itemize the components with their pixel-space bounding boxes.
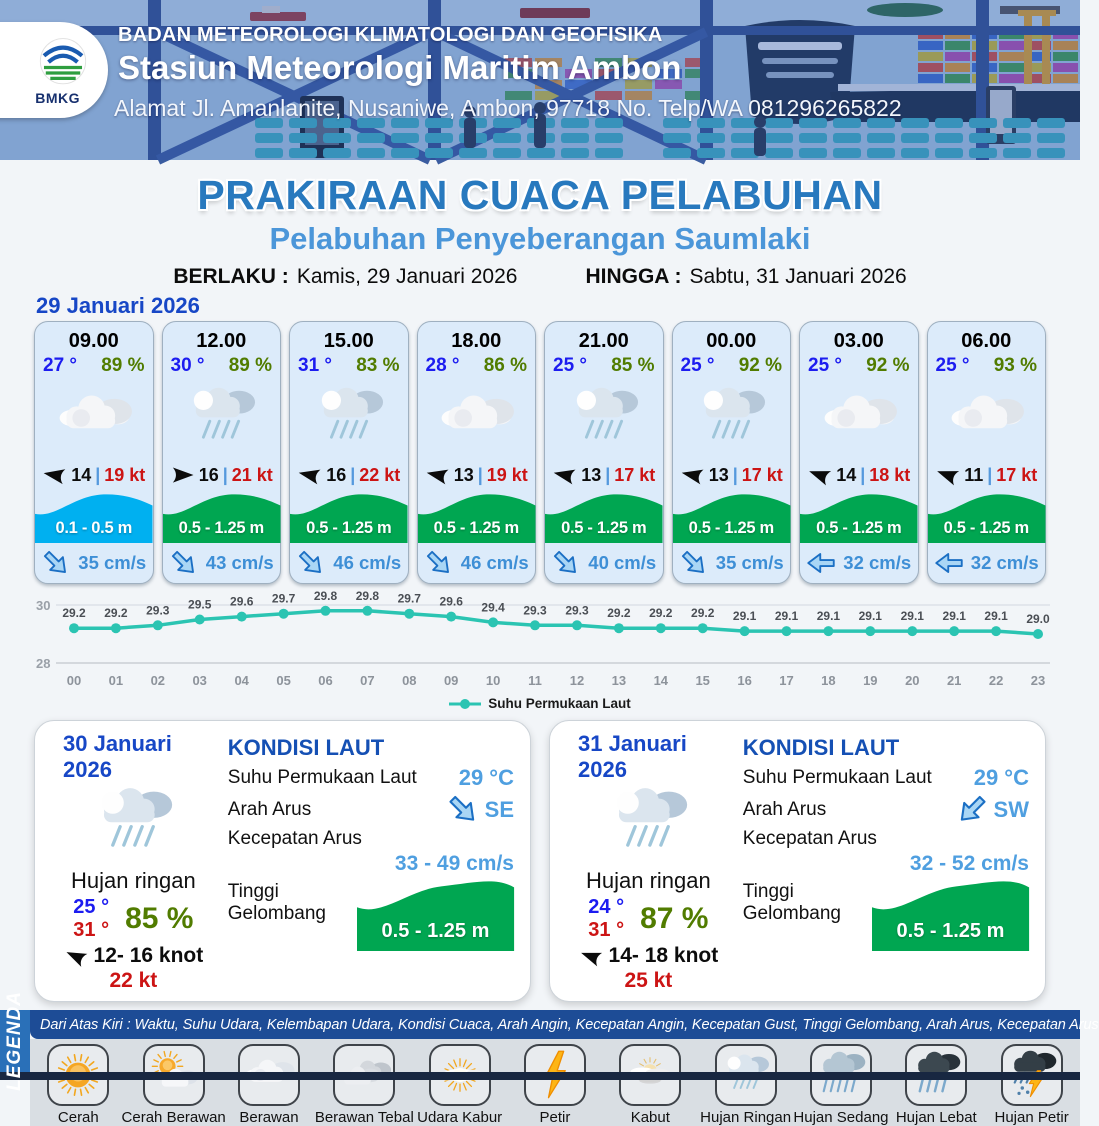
- wave-height-value: 0.5 - 1.25 m: [433, 519, 519, 537]
- valid-to-label: HINGGA :: [585, 265, 682, 288]
- wave-height-value: 0.5 - 1.25 m: [381, 920, 490, 942]
- card-current: [928, 543, 1046, 583]
- svg-text:29.1: 29.1: [942, 609, 966, 624]
- wind-direction-icon: [40, 462, 68, 488]
- svg-text:29.2: 29.2: [607, 606, 631, 621]
- wave-height-label: Tinggi Gelombang: [227, 881, 326, 924]
- berawan-icon: [436, 378, 516, 458]
- svg-text:00: 00: [66, 673, 82, 688]
- svg-text:29.2: 29.2: [691, 606, 715, 621]
- card-humidity: 89 %: [101, 355, 145, 376]
- wind-gust: 18 kt: [869, 464, 911, 485]
- daily-temp-min: 24 °: [588, 896, 625, 918]
- card-weather: [928, 377, 1046, 459]
- card-temperature: 28 °: [425, 355, 460, 376]
- legend-label: Hujan Lebat: [895, 1109, 977, 1126]
- wind-direction-icon: [576, 942, 606, 970]
- card-wind: 14 | 19 kt: [35, 459, 153, 491]
- svg-text:18: 18: [821, 673, 836, 688]
- current-speed: 35 cm/s: [715, 552, 784, 573]
- wind-speed: 13: [581, 464, 602, 485]
- svg-text:21: 21: [946, 673, 962, 688]
- svg-text:06: 06: [318, 673, 333, 688]
- legend-label: Berawan Tebal: [314, 1109, 414, 1126]
- current-speed-value: 33 - 49 cm/s: [394, 852, 514, 875]
- card-wind: 13 | 19 kt: [418, 459, 536, 491]
- card-wave-height: [163, 491, 281, 543]
- card-humidity: 83 %: [356, 355, 400, 376]
- current-direction-label: Arah Arus: [227, 798, 312, 820]
- svg-text:29.2: 29.2: [104, 606, 128, 621]
- sst-chart-plot: [30, 588, 1050, 694]
- wave-height-value: 0.1 - 0.5 m: [55, 519, 132, 537]
- card-wind: 14 | 18 kt: [800, 459, 918, 491]
- legend-item: [31, 1044, 125, 1126]
- svg-text:19: 19: [863, 673, 878, 688]
- daily-weather: [602, 777, 694, 874]
- card-weather: [290, 377, 408, 459]
- card-current: [35, 543, 153, 583]
- legend-item: [121, 1044, 226, 1126]
- svg-text:29.6: 29.6: [439, 594, 463, 609]
- card-current: [418, 543, 536, 583]
- legend-label: Hujan Petir: [994, 1109, 1069, 1126]
- bmkg-logo-icon: [34, 34, 92, 92]
- wind-direction-icon: [932, 460, 963, 489]
- card-weather: [418, 377, 536, 459]
- legend-item: [222, 1044, 316, 1126]
- current-speed: 43 cm/s: [205, 552, 274, 573]
- current-direction-icon: [441, 788, 484, 831]
- card-temperature: 25 °: [680, 355, 715, 376]
- card-weather: [35, 377, 153, 459]
- hourly-card: [799, 321, 919, 584]
- daily-condition: Hujan ringan: [586, 868, 711, 893]
- wind-gust: 22 kt: [359, 464, 401, 485]
- card-wave-height: [928, 491, 1046, 543]
- svg-text:29.8: 29.8: [355, 588, 380, 603]
- current-speed: 46 cm/s: [333, 552, 402, 573]
- validity-line: [0, 265, 1080, 289]
- hujan-ringan-icon: [87, 777, 179, 869]
- card-wave-height: [545, 491, 663, 543]
- card-humidity: 86 %: [483, 355, 527, 376]
- legend-item: [794, 1044, 888, 1126]
- sea-conditions: [733, 731, 1031, 993]
- current-speed: 40 cm/s: [588, 552, 657, 573]
- svg-text:16: 16: [737, 673, 752, 688]
- wind-speed: 16: [326, 464, 347, 485]
- svg-text:29.5: 29.5: [188, 597, 212, 612]
- legend-label: Petir: [539, 1109, 571, 1126]
- wind-gust: 17 kt: [996, 464, 1038, 485]
- daily-card: [34, 720, 531, 1002]
- wind-direction-icon: [550, 462, 579, 489]
- svg-text:14: 14: [653, 673, 669, 688]
- svg-text:29.2: 29.2: [649, 606, 673, 621]
- card-time: 03.00: [833, 330, 884, 352]
- card-humidity: 93 %: [993, 355, 1037, 376]
- hujan-ringan-icon: [602, 777, 694, 869]
- card-wave-height: [290, 491, 408, 543]
- header-banner: [0, 0, 1080, 160]
- forecast-date: 29 Januari 2026: [36, 293, 200, 318]
- legend-item: [699, 1044, 793, 1126]
- wind-direction-icon: [423, 462, 452, 489]
- current-direction-icon: [420, 544, 458, 582]
- card-wave-height: [673, 491, 791, 543]
- daily-humidity: 85 %: [125, 902, 194, 935]
- svg-text:05: 05: [276, 673, 291, 688]
- valid-from-value: Kamis, 29 Januari 2026: [296, 265, 518, 288]
- legend-strip-label: LEGENDA: [4, 991, 25, 1091]
- sst-label: Suhu Permukaan Laut: [227, 767, 417, 788]
- title-block: [0, 160, 1080, 289]
- legend-item: [603, 1044, 697, 1126]
- wind-speed: 14: [836, 464, 857, 485]
- card-current: [290, 543, 408, 583]
- svg-text:28: 28: [36, 656, 51, 671]
- sea-conditions: [218, 731, 516, 993]
- daily-gust: 25 kt: [624, 969, 673, 992]
- wave-height-value: 0.5 - 1.25 m: [816, 519, 902, 537]
- svg-text:29.8: 29.8: [313, 588, 338, 603]
- card-time: 18.00: [451, 330, 502, 352]
- legend-item: [314, 1044, 414, 1126]
- hujan-ringan-icon: [691, 378, 771, 458]
- wind-direction-icon: [295, 462, 324, 489]
- svg-text:15: 15: [695, 673, 710, 688]
- card-humidity: 89 %: [228, 355, 272, 376]
- daily-gust: 22 kt: [109, 969, 158, 992]
- sst-chart: [0, 584, 1080, 714]
- card-weather: [800, 377, 918, 459]
- current-speed: 32 cm/s: [970, 552, 1039, 573]
- daily-temps: [73, 896, 193, 942]
- daily-temps: [588, 896, 708, 942]
- svg-text:02: 02: [150, 673, 166, 688]
- svg-text:10: 10: [485, 673, 501, 688]
- daily-wind: 12- 16 knot: [64, 944, 204, 968]
- card-time: 00.00: [706, 330, 757, 352]
- page-title: PRAKIRAAN CUACA PELABUHAN: [197, 172, 883, 218]
- hourly-card: [289, 321, 409, 584]
- berawan-icon: [946, 378, 1026, 458]
- legend-item: [413, 1044, 507, 1126]
- legend-label: Hujan Sedang: [793, 1109, 889, 1126]
- legend-item: [985, 1044, 1079, 1126]
- sst-value: 29 °C: [973, 765, 1029, 790]
- wave-height-label: Tinggi Gelombang: [742, 881, 841, 924]
- card-weather: [545, 377, 663, 459]
- current-direction-label: Arah Arus: [742, 798, 827, 820]
- current-direction-icon: [547, 544, 585, 582]
- current-direction-value: SE: [446, 796, 514, 823]
- chart-legend-marker: [449, 698, 481, 710]
- daily-date: 30 Januari 2026: [63, 731, 172, 782]
- card-current: [673, 543, 791, 583]
- legend-section: [0, 991, 1099, 1126]
- daily-weather: [87, 777, 179, 874]
- legend-note: Dari Atas Kiri : Waktu, Suhu Udara, Kelembapan Udara, Kondisi Cuaca, Arah Angin, Kecepatan Angin, Kecepatan Gust, Tinggi Gelombang, Arah Arus, Kecepatan Arus: [30, 1010, 1080, 1039]
- wind-speed: 13: [708, 464, 729, 485]
- card-temperature: 30 °: [170, 355, 205, 376]
- valid-from-label: BERLAKU :: [173, 265, 289, 288]
- card-temperature: 27 °: [43, 355, 78, 376]
- card-weather: [163, 377, 281, 459]
- card-wave-height: [35, 491, 153, 543]
- current-speed: 46 cm/s: [460, 552, 529, 573]
- current-direction-icon: [934, 551, 964, 575]
- berawan-icon: [819, 378, 899, 458]
- wind-gust: 19 kt: [486, 464, 528, 485]
- bottom-bar: [0, 1072, 1080, 1080]
- org-name: BADAN METEOROLOGI KLIMATOLOGI DAN GEOFISIKA: [118, 24, 663, 46]
- svg-text:29.1: 29.1: [900, 609, 924, 624]
- page-subtitle: Pelabuhan Penyeberangan Saumlaki: [269, 221, 811, 256]
- daily-forecast-row: [0, 714, 1080, 1002]
- hourly-forecast-row: [0, 319, 1080, 584]
- svg-text:17: 17: [779, 673, 794, 688]
- svg-text:22: 22: [988, 673, 1004, 688]
- current-direction-icon: [292, 544, 330, 582]
- wind-direction-icon: [170, 464, 195, 486]
- card-current: [800, 543, 918, 583]
- svg-text:01: 01: [108, 673, 124, 688]
- wave-height-value: 0.5 - 1.25 m: [688, 519, 774, 537]
- svg-text:04: 04: [234, 673, 249, 688]
- wind-gust: 21 kt: [231, 464, 273, 485]
- svg-text:29.6: 29.6: [230, 594, 254, 609]
- wind-gust: 19 kt: [104, 464, 146, 485]
- berawan-icon: [54, 378, 134, 458]
- current-speed-value: 32 - 52 cm/s: [909, 852, 1029, 875]
- card-time: 21.00: [578, 330, 629, 352]
- card-temperature: 25 °: [553, 355, 588, 376]
- card-time: 09.00: [68, 330, 119, 352]
- legend-label: Cerah: [57, 1109, 99, 1126]
- current-speed: 32 cm/s: [843, 552, 912, 573]
- wave-height-graphic: [872, 875, 1029, 951]
- current-speed: 35 cm/s: [78, 552, 147, 573]
- wind-direction-icon: [804, 460, 835, 489]
- card-current: [545, 543, 663, 583]
- daily-humidity: 87 %: [640, 902, 709, 935]
- daily-date: 31 Januari 2026: [578, 731, 687, 782]
- card-temperature: 25 °: [935, 355, 970, 376]
- station-name: Stasiun Meteorologi Maritim Ambon: [118, 49, 682, 86]
- svg-text:03: 03: [192, 673, 207, 688]
- svg-text:20: 20: [905, 673, 920, 688]
- wind-gust: 17 kt: [614, 464, 656, 485]
- wind-speed: 14: [71, 464, 92, 485]
- svg-text:13: 13: [611, 673, 627, 688]
- svg-text:29.1: 29.1: [774, 609, 799, 624]
- hujan-ringan-icon: [181, 378, 261, 458]
- legend-label: Hujan Ringan: [700, 1109, 792, 1126]
- daily-wind: 14- 18 knot: [579, 944, 719, 968]
- legend-label: Cerah Berawan: [121, 1109, 226, 1126]
- hourly-card: [34, 321, 154, 584]
- chart-legend: [30, 696, 1050, 711]
- sst-label: Suhu Permukaan Laut: [742, 767, 932, 788]
- svg-text:29.0: 29.0: [1026, 612, 1050, 626]
- hourly-card: [927, 321, 1047, 584]
- svg-text:29.7: 29.7: [397, 591, 421, 606]
- card-wind: 16 | 22 kt: [290, 459, 408, 491]
- hourly-card: [544, 321, 664, 584]
- daily-condition: Hujan ringan: [71, 868, 196, 893]
- svg-text:29.1: 29.1: [984, 609, 1008, 624]
- current-direction-icon: [675, 544, 713, 582]
- svg-text:29.1: 29.1: [732, 609, 757, 624]
- current-direction-value: SW: [955, 796, 1029, 823]
- card-temperature: 25 °: [808, 355, 843, 376]
- current-speed-label: Kecepatan Arus: [227, 828, 362, 849]
- hujan-ringan-icon: [309, 378, 389, 458]
- station-address: Alamat Jl. Amanlanite, Nusaniwe, Ambon, 97718 No. Telp/WA 081296265822: [114, 95, 902, 121]
- wave-height-value: 0.5 - 1.25 m: [306, 519, 392, 537]
- current-direction-icon: [165, 544, 203, 582]
- card-wave-height: [800, 491, 918, 543]
- daily-card: [549, 720, 1046, 1002]
- svg-text:29.4: 29.4: [481, 600, 505, 615]
- legend-items: [30, 1039, 1080, 1126]
- legend-item: [508, 1044, 602, 1126]
- card-time: 06.00: [961, 330, 1012, 352]
- svg-text:29.3: 29.3: [523, 603, 547, 618]
- hujan-ringan-icon: [564, 378, 644, 458]
- hourly-card: [417, 321, 537, 584]
- card-temperature: 31 °: [298, 355, 333, 376]
- card-humidity: 85 %: [611, 355, 655, 376]
- svg-text:12: 12: [569, 673, 585, 688]
- svg-text:07: 07: [360, 673, 375, 688]
- svg-text:29.3: 29.3: [146, 603, 170, 618]
- current-speed-label: Kecepatan Arus: [742, 828, 877, 849]
- bmkg-logo-label: BMKG: [35, 90, 80, 106]
- svg-text:29.3: 29.3: [565, 603, 589, 618]
- wave-height-graphic: [357, 875, 514, 951]
- card-wind: 16 | 21 kt: [163, 459, 281, 491]
- svg-text:29.7: 29.7: [271, 591, 296, 606]
- hourly-card: [672, 321, 792, 584]
- wind-speed: 13: [453, 464, 474, 485]
- svg-text:29.2: 29.2: [62, 606, 86, 621]
- wind-direction-icon: [678, 462, 707, 489]
- current-direction-icon: [806, 551, 836, 575]
- current-direction-icon: [37, 544, 75, 582]
- sst-value: 29 °C: [458, 765, 514, 790]
- card-time: 15.00: [323, 330, 374, 352]
- card-humidity: 92 %: [738, 355, 782, 376]
- card-weather: [673, 377, 791, 459]
- wind-gust: 17 kt: [741, 464, 783, 485]
- card-time: 12.00: [196, 330, 247, 352]
- card-wind: 13 | 17 kt: [545, 459, 663, 491]
- svg-text:29.1: 29.1: [816, 609, 841, 624]
- bmkg-logo: [0, 22, 108, 118]
- svg-text:23: 23: [1030, 673, 1046, 688]
- current-direction-icon: [950, 788, 993, 831]
- sea-conditions-title: KONDISI LAUT: [227, 735, 385, 760]
- daily-temp-max: 31 °: [73, 919, 110, 941]
- wind-speed: 16: [198, 464, 219, 485]
- card-current: [163, 543, 281, 583]
- legend-label: Kabut: [630, 1109, 670, 1126]
- legend-label: Udara Kabur: [417, 1109, 503, 1126]
- wave-height-value: 0.5 - 1.25 m: [561, 519, 647, 537]
- card-wind: 11 | 17 kt: [928, 459, 1046, 491]
- daily-temp-max: 31 °: [588, 919, 625, 941]
- hourly-card: [162, 321, 282, 584]
- sea-conditions-title: KONDISI LAUT: [742, 735, 900, 760]
- svg-text:09: 09: [443, 673, 459, 688]
- card-humidity: 92 %: [866, 355, 910, 376]
- wave-height-value: 0.5 - 1.25 m: [178, 519, 264, 537]
- svg-text:30: 30: [36, 598, 51, 613]
- wave-height-value: 0.5 - 1.25 m: [896, 920, 1005, 942]
- wind-direction-icon: [60, 941, 91, 970]
- card-wind: 13 | 17 kt: [673, 459, 791, 491]
- legend-strip: [0, 991, 30, 1091]
- svg-text:08: 08: [402, 673, 417, 688]
- daily-temp-min: 25 °: [73, 896, 110, 918]
- card-wave-height: [418, 491, 536, 543]
- chart-legend-label: Suhu Permukaan Laut: [488, 696, 631, 711]
- legend-item: [889, 1044, 983, 1126]
- svg-text:29.1: 29.1: [858, 609, 882, 624]
- wind-speed: 11: [964, 464, 984, 485]
- wave-height-value: 0.5 - 1.25 m: [943, 519, 1029, 537]
- legend-label: Berawan: [239, 1109, 299, 1126]
- valid-to-value: Sabtu, 31 Januari 2026: [689, 265, 907, 288]
- svg-text:11: 11: [528, 673, 542, 688]
